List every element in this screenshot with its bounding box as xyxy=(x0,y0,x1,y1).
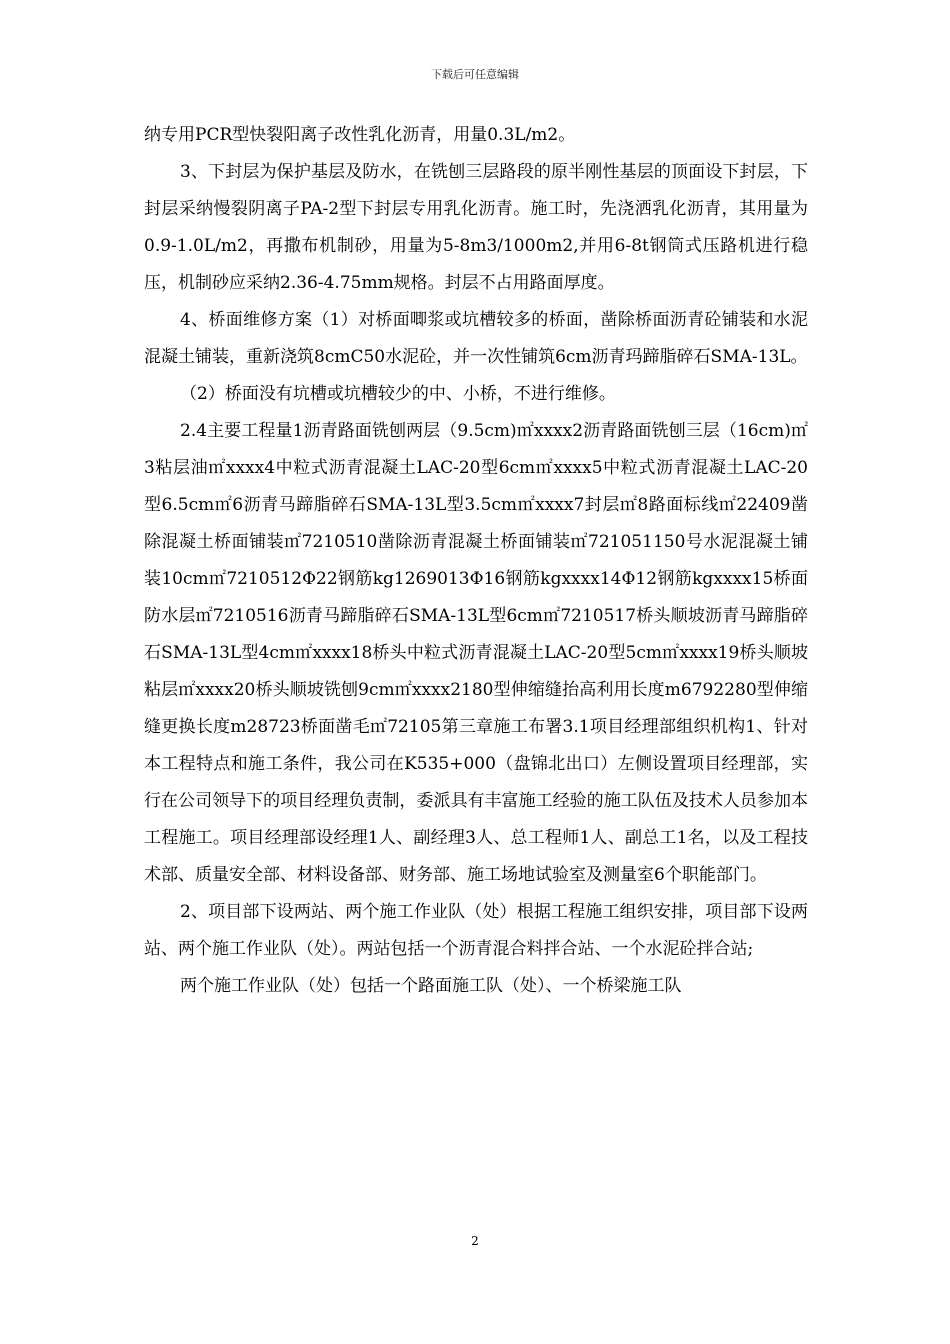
paragraph: 两个施工作业队（处）包括一个路面施工队（处）、一个桥梁施工队 xyxy=(180,976,682,996)
paragraph: 4、桥面维修方案（1）对桥面唧浆或坑槽较多的桥面，凿除桥面沥青砼铺装和水泥混凝土铺装，重新浇筑8cmC50水泥砼，并一次性铺筑6cm沥青玛蹄脂碎石SMA-13L。 xyxy=(144,310,808,367)
paragraph: 2.4主要工程量1沥青路面铣刨两层（9.5cm)㎡xxxx2沥青路面铣刨三层（16cm)㎡3粘层油㎡xxxx4中粒式沥青混凝土LAC-20型6cm㎡xxxx5中粒式沥青混凝土LAC-20型6.5cm㎡6沥青马蹄脂碎石SMA-13L型3.5cm㎡xxxx7封层㎡8路面标线㎡22409凿除混凝土桥面铺装㎡7210510凿除沥青混凝土桥面铺装㎡721051150号水泥混凝土铺装10cm㎡7210512Φ22钢筋kg1269013Φ16钢筋kgxxxx14Φ12钢筋kgxxxx15桥面防水层㎡7210516沥青马蹄脂碎石SMA-13L型6cm㎡7210517桥头顺坡沥青马蹄脂碎石SMA-13L型4cm㎡xxxx18桥头中粒式沥青混凝土LAC-20型5cm㎡xxxx19桥头顺坡粘层㎡xxxx20桥头顺坡铣刨9cm㎡xxxx2180型伸缩缝抬高利用长度m6792280型伸缩缝更换长度m28723桥面凿毛㎡72105第三章施工布署3.1项目经理部组织机构1、针对本工程特点和施工条件，我公司在K535+000（盘锦北出口）左侧设置项目经理部，实行在公司领导下的项目经理负责制，委派具有丰富施工经验的施工队伍及技术人员参加本工程施工。项目经理部设经理1人、副经理3人、总工程师1人、副总工1名，以及工程技术部、质量安全部、材料设备部、财务部、施工场地试验室及测量室6个职能部门。 xyxy=(144,421,808,885)
document-body xyxy=(144,117,808,1005)
page-header: 下载后可任意编辑 xyxy=(431,68,519,81)
paragraph: 2、项目部下设两站、两个施工作业队（处）根据工程施工组织安排，项目部下设两站、两个施工作业队（处）。两站包括一个沥青混合料拌合站、一个水泥砼拌合站; xyxy=(144,902,808,959)
paragraph: 3、下封层为保护基层及防水，在铣刨三层路段的原半刚性基层的顶面设下封层，下封层采纳慢裂阴离子PA-2型下封层专用乳化沥青。施工时，先浇洒乳化沥青，其用量为0.9-1.0L/m2，再撒布机制砂，用量为5-8m3/1000m2,并用6-8t钢筒式压路机进行稳压，机制砂应采纳2.36-4.75mm规格。封层不占用路面厚度。 xyxy=(144,162,808,293)
paragraph: （2）桥面没有坑槽或坑槽较少的中、小桥，不进行维修。 xyxy=(180,384,616,404)
paragraph: 纳专用PCR型快裂阳离子改性乳化沥青，用量0.3L/m2。 xyxy=(144,125,576,145)
page-number: 2 xyxy=(471,1234,479,1248)
